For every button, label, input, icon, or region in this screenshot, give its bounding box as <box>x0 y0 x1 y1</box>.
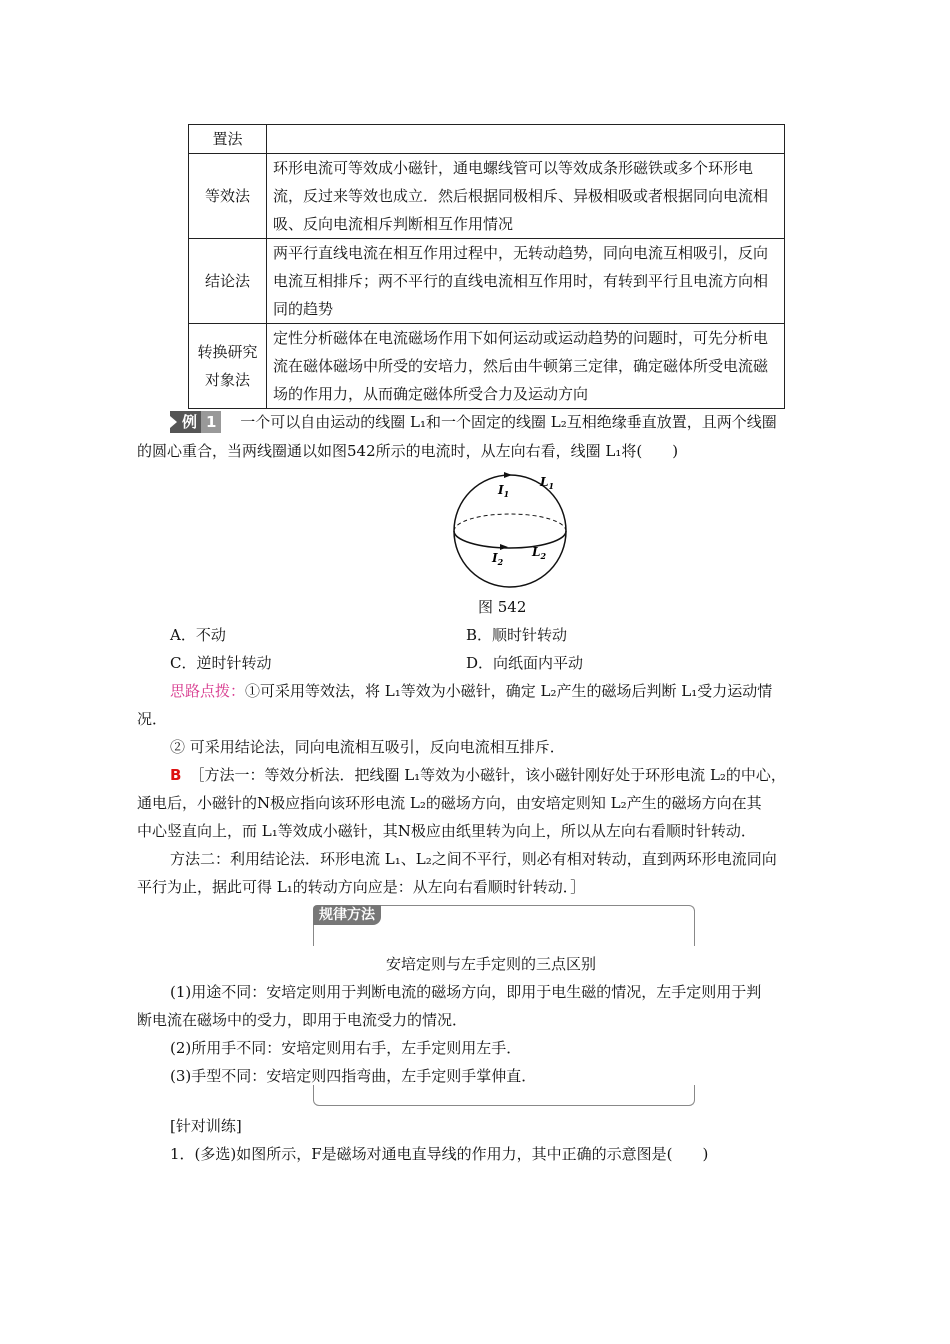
hint-line2: 况． <box>137 710 168 728</box>
rule-item1-line1: (1)用途不同：安培定则用于判断电流的磁场方向，即用于电生磁的情况，左手定则用于判 <box>170 983 762 1001</box>
method-desc: 环形电流可等效成小磁针，通电螺线管可以等效成条形磁铁或多个环形电流，反过来等效也成立．然后根据同极相斥、异极相吸或者根据同向电流相吸、反向电流相斥判断相互作用情况 <box>267 154 785 239</box>
hint-line3: ② 可采用结论法，同向电流相互吸引，反向电流相互排斥． <box>170 738 565 756</box>
methods-table <box>188 124 785 409</box>
method-name: 置法 <box>189 125 267 154</box>
example-stem-line2: 的圆心重合，当两线圈通以如图542所示的电流时，从左向右看，线圈 L₁将( ) <box>137 442 679 460</box>
method-name: 等效法 <box>189 154 267 239</box>
training-header: [针对训练] <box>170 1117 242 1135</box>
example-badge: 例 <box>170 411 201 433</box>
table-row <box>189 324 785 409</box>
rule-box-bottom <box>313 1085 695 1106</box>
label-l1: $L_1$ <box>540 475 555 491</box>
method-name: 转换研究对象法 <box>189 324 267 409</box>
option-d: D．向纸面内平动 <box>466 654 584 672</box>
example-number: 1 <box>201 411 221 433</box>
rule-tag: 规律方法 <box>313 905 381 925</box>
current-i2-arrow-icon <box>500 544 508 550</box>
label-l2: $L_2$ <box>532 545 547 561</box>
method-name: 结论法 <box>189 239 267 324</box>
option-a: A．不动 <box>170 626 226 644</box>
answer-letter: B <box>170 766 182 784</box>
figure-caption: 图 542 <box>478 598 527 616</box>
method-desc: 定性分析磁体在电流磁场作用下如何运动或运动趋势的问题时，可先分析电流在磁体磁场中所受的安培力，然后由牛顿第三定律，确定磁体所受电流磁场的作用力，从而确定磁体所受合力及运动方向 <box>267 324 785 409</box>
coil-l1-circle <box>454 475 566 587</box>
answer-line5: 平行为止，据此可得 L₁的转动方向应是：从左向右看顺时针转动．］ <box>137 878 586 896</box>
answer-line1: B ［方法一：等效分析法．把线圈 L₁等效为小磁针，该小磁针刚好处于环形电流 L₂的中心， <box>170 766 786 784</box>
training-q1: 1．(多选)如图所示，F是磁场对通电直导线的作用力，其中正确的示意图是( ) <box>170 1145 709 1163</box>
example-heading <box>170 408 777 436</box>
coil-l2-front <box>454 531 566 548</box>
table-row <box>189 239 785 324</box>
hint-label: 思路点拨： <box>170 682 246 700</box>
option-b: B．顺时针转动 <box>466 626 568 644</box>
table-row <box>189 154 785 239</box>
method-desc: 两平行直线电流在相互作用过程中，无转动趋势，同向电流互相吸引，反向电流互相排斥；两不平行的直线电流相互作用时，有转到平行且电流方向相同的趋势 <box>267 239 785 324</box>
table-row <box>189 125 785 154</box>
answer-line3: 中心竖直向上，而 L₁等效成小磁针，其N极应由纸里转为向上，所以从左向右看顺时针转动． <box>137 822 756 840</box>
answer-line2: 通电后，小磁针的N极应指向该环形电流 L₂的磁场方向，由安培定则知 L₂产生的磁场方向在其 <box>137 794 762 812</box>
rule-item2: (2)所用手不同：安培定则用右手，左手定则用左手． <box>170 1039 522 1057</box>
label-i1: $I_1$ <box>498 483 510 499</box>
label-i2: $I_2$ <box>492 551 504 567</box>
hint-line1: 思路点拨：①可采用等效法，将 L₁等效为小磁针，确定 L₂产生的磁场后判断 L₁受力运动情 <box>170 682 773 700</box>
current-i1-arrow-icon <box>504 472 512 478</box>
rule-title: 安培定则与左手定则的三点区别 <box>386 955 597 973</box>
answer-line4: 方法二：利用结论法．环形电流 L₁、L₂之间不平行，则必有相对转动，直到两环形电流同向 <box>170 850 777 868</box>
rule-item1-line2: 断电流在磁场中的受力，即用于电流受力的情况． <box>137 1011 468 1029</box>
coil-l2-back <box>454 514 566 531</box>
method-desc <box>267 125 785 154</box>
option-c: C．逆时针转动 <box>170 654 272 672</box>
coil-figure <box>440 470 580 595</box>
example-stem-line1: 一个可以自由运动的线圈 L₁和一个固定的线圈 L₂互相绝缘垂直放置，且两个线圈 <box>240 413 777 431</box>
rule-item3: (3)手型不同：安培定则四指弯曲，左手定则手掌伸直． <box>170 1067 537 1085</box>
